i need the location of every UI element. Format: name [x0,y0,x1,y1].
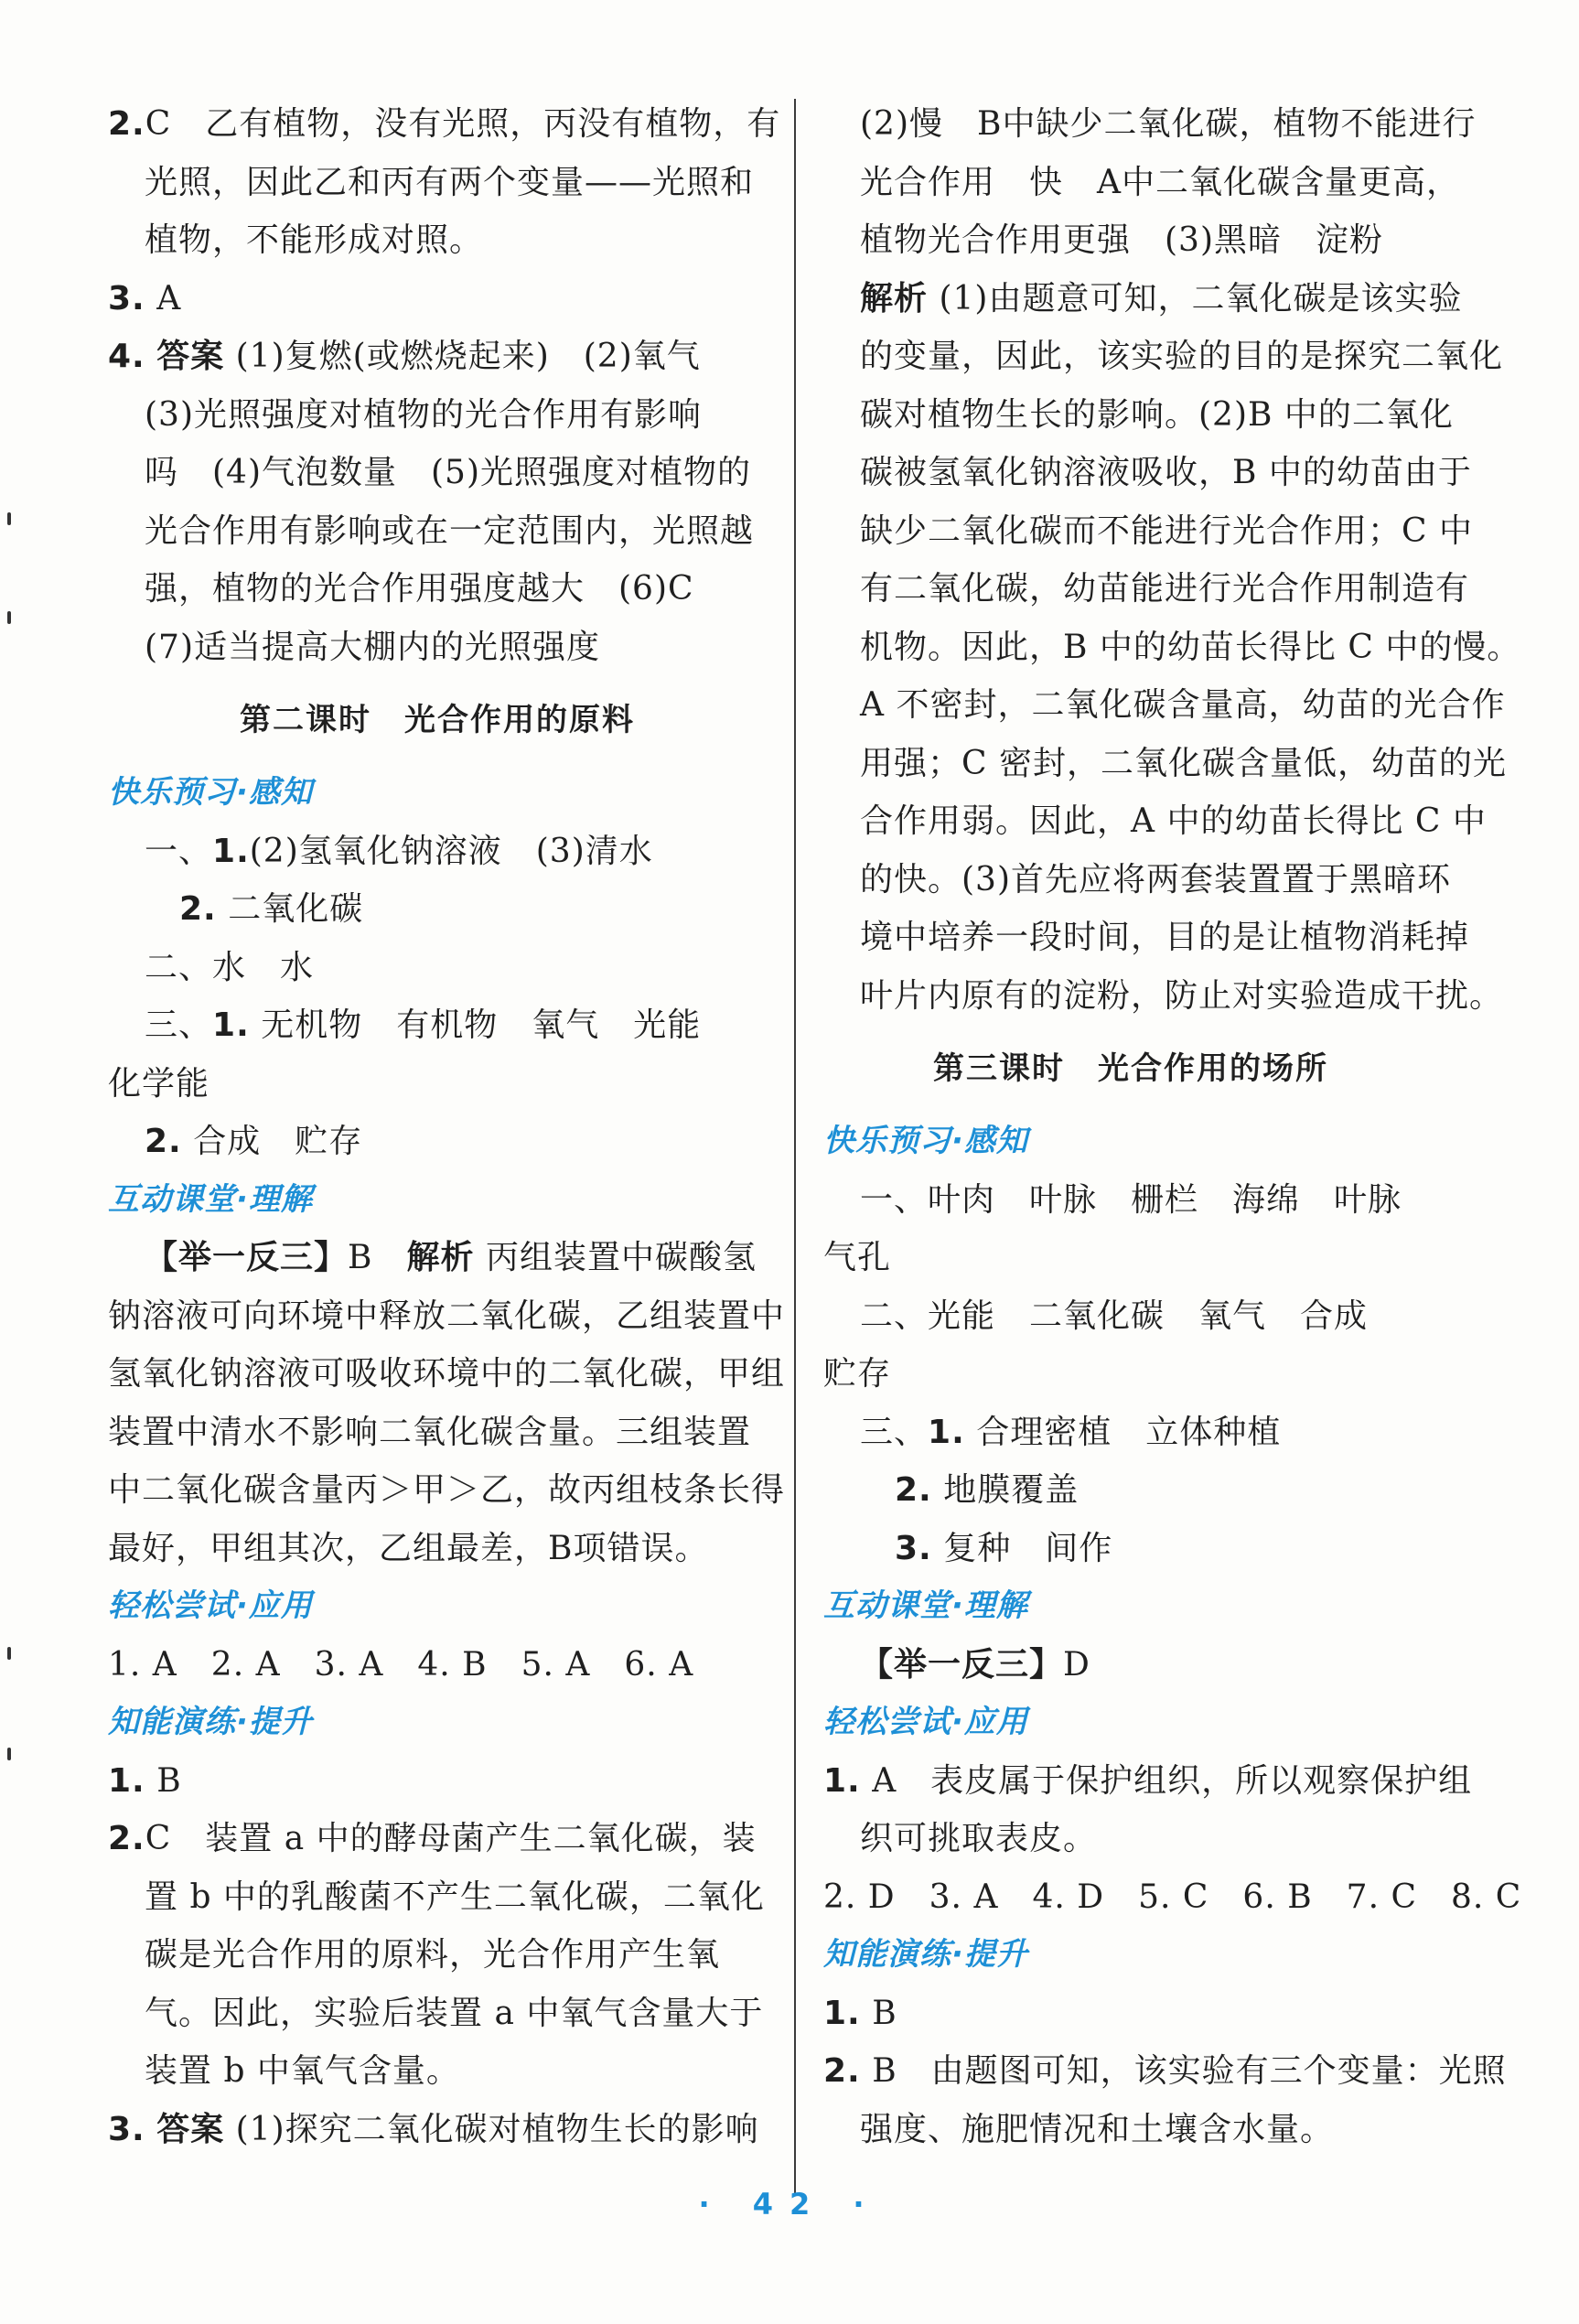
answer-line: 2.C 装置 a 中的酵母菌产生二氧化碳，装 [108,1820,757,1857]
answer-line: 缺少二氧化碳而不能进行光合作用；C 中 [860,511,1473,550]
section-heading: 知能演练·提升 [823,1936,1028,1973]
answer-line: (2)慢 B中缺少二氧化碳，植物不能进行 [860,105,1477,143]
answer-line: 一、叶肉 叶脉 栅栏 海绵 叶脉 [860,1180,1402,1219]
answer-line: 1. A 表皮属于保护组织，所以观察保护组 [823,1761,1473,1800]
answer-line: 2. B 由题图可知，该实验有三个变量：光照 [823,2052,1507,2090]
answer-line: 3. A [108,279,182,317]
answer-line: 气。因此，实验后装置 a 中氧气含量大于 [145,1994,764,2032]
answer-line: 叶片内原有的淀粉，防止对实验造成干扰。 [860,976,1504,1015]
answer-line: 【举一反三】B 解析 丙组装置中碳酸氢 [145,1239,757,1276]
answer-line: 光照，因此乙和丙有两个变量——光照和 [145,163,755,201]
answer-line: A 不密封，二氧化碳含量高，幼苗的光合作 [860,686,1506,724]
answer-line: 二、光能 二氧化碳 氧气 合成 [860,1296,1369,1335]
answer-line: 碳是光合作用的原料，光合作用产生氧 [145,1936,721,1974]
answer-line: 4. 答案 (1)复燃(或燃烧起来) (2)氧气 [108,338,701,375]
answer-line: 钠溶液可向环境中释放二氧化碳，乙组装置中 [108,1296,786,1335]
margin-mark [7,1748,11,1760]
answer-line: 化学能 [108,1064,210,1103]
answer-line: 装置 b 中氧气含量。 [145,2052,460,2090]
answer-line: 氢氧化钠溶液可吸收环境中的二氧化碳，甲组 [108,1355,786,1393]
answer-line: 植物，不能形成对照。 [145,221,484,259]
answer-line: 2.C 乙有植物，没有光照，丙没有植物，有 [108,105,781,143]
answer-line: 1. B [108,1761,182,1800]
lesson-title: 第三课时 光合作用的场所 [933,1050,1328,1087]
section-heading: 互动课堂·理解 [823,1587,1028,1624]
answer-line: 1. A 2. A 3. A 4. B 5. A 6. A [108,1645,694,1684]
answer-line: 强，植物的光合作用强度越大 (6)C [145,570,694,608]
section-heading: 互动课堂·理解 [108,1180,313,1218]
answer-line: 植物光合作用更强 (3)黑暗 淀粉 [860,221,1383,259]
answer-line: 解析 (1)由题意可知，二氧化碳是该实验 [860,279,1463,317]
answer-line: 【举一反三】D [860,1645,1090,1684]
answer-line: 机物。因此，B 中的幼苗长得比 C 中的慢。 [860,628,1521,666]
answer-line: 一、1.(2)氢氧化钠溶液 (3)清水 [145,832,653,870]
margin-mark [7,611,11,624]
answer-line: 置 b 中的乳酸菌不产生二氧化碳，二氧化 [145,1877,765,1916]
margin-mark [7,512,11,525]
answer-line: 三、1. 无机物 有机物 氧气 光能 [145,1006,702,1044]
answer-line: 三、1. 合理密植 立体种植 [860,1413,1282,1451]
answer-line: 的快。(3)首先应将两套装置置于黑暗环 [860,860,1451,898]
answer-line: 3. 复种 间作 [895,1529,1113,1567]
answer-line: 光合作用有影响或在一定范围内，光照越 [145,511,755,550]
answer-line: 碳被氢氧化钠溶液吸收，B 中的幼苗由于 [860,454,1472,491]
answer-line: 吗 (4)气泡数量 (5)光照强度对植物的 [145,454,751,491]
margin-mark [7,1647,11,1660]
left-column [108,95,786,2158]
lesson-title: 第二课时 光合作用的原料 [240,702,635,738]
answer-line: 强度、施肥情况和土壤含水量。 [860,2110,1335,2148]
section-heading: 轻松尝试·应用 [108,1587,313,1624]
answer-line: 最好，甲组其次，乙组最差，B项错误。 [108,1529,709,1567]
answer-line: 1. B [823,1994,897,2032]
answer-line: 中二氧化碳含量丙＞甲＞乙，故丙组枝条长得 [108,1471,786,1509]
answer-line: 2. 地膜覆盖 [895,1471,1080,1509]
column-divider [794,99,796,2194]
answer-line: 的变量，因此，该实验的目的是探究二氧化 [860,338,1504,375]
answer-line: 3. 答案 (1)探究二氧化碳对植物生长的影响 [108,2110,759,2148]
answer-line: 境中培养一段时间，目的是让植物消耗掉 [860,919,1470,956]
answer-line: 光合作用 快 A中二氧化碳含量更高， [860,163,1460,201]
answer-line: 碳对植物生长的影响。(2)B 中的二氧化 [860,395,1454,434]
answer-line: 气孔 [823,1239,892,1276]
answer-line: 二、水 水 [145,948,315,986]
answer-line: (7)适当提高大棚内的光照强度 [145,628,600,666]
answer-line: 2. 合成 贮存 [145,1123,363,1160]
section-heading: 知能演练·提升 [108,1704,313,1740]
right-column [823,95,1522,2158]
section-heading: 快乐预习·感知 [823,1123,1028,1159]
section-heading: 快乐预习·感知 [108,774,313,811]
answer-line: 合作用弱。因此，A 中的幼苗长得比 C 中 [860,802,1487,840]
section-heading: 轻松尝试·应用 [823,1704,1028,1740]
answer-line: 有二氧化碳，幼苗能进行光合作用制造有 [860,570,1470,608]
answer-line: 装置中清水不影响二氧化碳含量。三组装置 [108,1413,752,1451]
answer-line: 2. 二氧化碳 [179,890,364,928]
answer-line: 用强；C 密封，二氧化碳含量低，幼苗的光 [860,744,1507,782]
page-number: · 42 · [698,2187,881,2222]
answer-line: 贮存 [823,1355,892,1393]
answer-line: (3)光照强度对植物的光合作用有影响 [145,395,702,434]
answer-line: 织可挑取表皮。 [860,1820,1098,1857]
answer-line: 2. D 3. A 4. D 5. C 6. B 7. C 8. C [823,1877,1522,1916]
